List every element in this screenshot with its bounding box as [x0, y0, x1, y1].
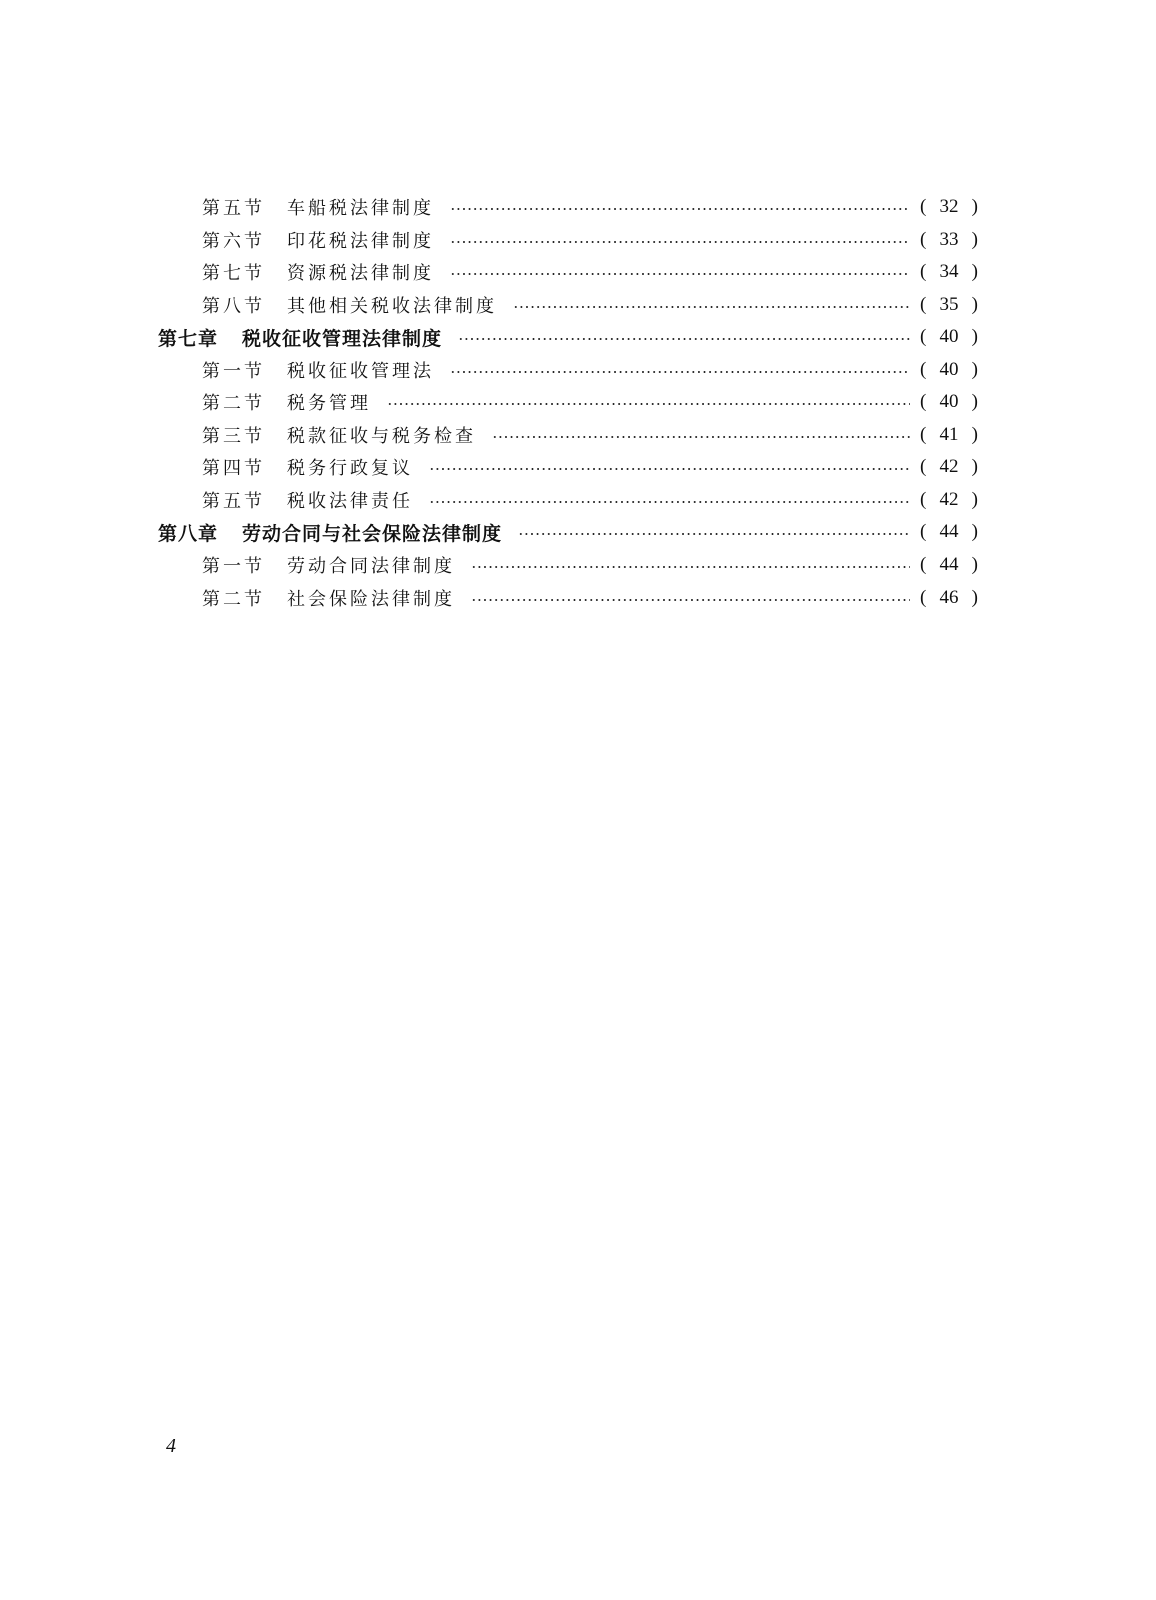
toc-entry-section[interactable] — [202, 256, 978, 288]
entry-page — [920, 456, 978, 478]
paren-close: ) — [971, 359, 978, 380]
entry-number: 第二节 — [202, 589, 265, 610]
entry-title: 税务管理 — [287, 393, 371, 414]
dot-leader — [471, 566, 910, 568]
paren-close: ) — [971, 521, 978, 542]
page-number: 33 — [939, 229, 959, 250]
entry-number: 第四节 — [202, 458, 265, 479]
entry-page — [920, 521, 978, 543]
entry-title: 劳动合同法律制度 — [287, 556, 455, 577]
entry-number: 第三节 — [202, 426, 265, 447]
paren-open: ( — [920, 196, 927, 217]
dot-leader — [518, 533, 910, 535]
entry-title: 税款征收与税务检查 — [287, 426, 476, 447]
entry-title: 其他相关税收法律制度 — [287, 296, 497, 317]
paren-close: ) — [971, 261, 978, 282]
toc-entry-section[interactable] — [202, 224, 978, 256]
dot-leader — [513, 306, 910, 308]
dot-leader — [450, 371, 910, 373]
dot-leader — [429, 468, 910, 470]
toc-entry-section[interactable] — [202, 451, 978, 483]
page-number: 40 — [939, 326, 959, 347]
dot-leader — [429, 501, 910, 503]
page-number: 42 — [939, 489, 959, 510]
paren-close: ) — [971, 587, 978, 608]
toc-entry-chapter[interactable] — [158, 516, 978, 548]
entry-page — [920, 424, 978, 446]
entry-page — [920, 326, 978, 348]
paren-close: ) — [971, 489, 978, 510]
paren-open: ( — [920, 294, 927, 315]
entry-page — [920, 229, 978, 251]
paren-close: ) — [971, 456, 978, 477]
paren-open: ( — [920, 359, 927, 380]
page-number: 42 — [939, 456, 959, 477]
dot-leader — [471, 599, 910, 601]
paren-open: ( — [920, 424, 927, 445]
entry-page — [920, 489, 978, 511]
paren-close: ) — [971, 554, 978, 575]
toc-entry-section[interactable] — [202, 289, 978, 321]
paren-open: ( — [920, 229, 927, 250]
entry-number: 第六节 — [202, 231, 265, 252]
toc-entry-section[interactable] — [202, 419, 978, 451]
page-number: 35 — [939, 294, 959, 315]
entry-number: 第一节 — [202, 556, 265, 577]
dot-leader — [458, 338, 910, 340]
entry-number: 第七章 — [158, 327, 219, 350]
entry-title: 税收法律责任 — [287, 491, 413, 512]
dot-leader — [387, 403, 910, 405]
entry-title: 社会保险法律制度 — [287, 589, 455, 610]
toc-entry-section[interactable] — [202, 386, 978, 418]
paren-open: ( — [920, 456, 927, 477]
entry-page — [920, 359, 978, 381]
paren-close: ) — [971, 391, 978, 412]
paren-open: ( — [920, 521, 927, 542]
entry-title: 税收征收管理法律制度 — [242, 327, 443, 350]
page-number: 40 — [939, 391, 959, 412]
page-number: 46 — [939, 587, 959, 608]
entry-title: 税收征收管理法 — [287, 361, 434, 382]
entry-number: 第八章 — [158, 522, 219, 545]
entry-page — [920, 196, 978, 218]
entry-number: 第五节 — [202, 491, 265, 512]
page-number: 41 — [939, 424, 959, 445]
entry-title: 印花税法律制度 — [287, 231, 434, 252]
paren-close: ) — [971, 229, 978, 250]
page-number: 44 — [939, 554, 959, 575]
entry-number: 第一节 — [202, 361, 265, 382]
entry-page — [920, 261, 978, 283]
dot-leader — [450, 273, 910, 275]
toc-entry-section[interactable] — [202, 582, 978, 614]
paren-close: ) — [971, 294, 978, 315]
paren-open: ( — [920, 261, 927, 282]
entry-title: 资源税法律制度 — [287, 263, 434, 284]
entry-page — [920, 294, 978, 316]
page-folio: 4 — [166, 1435, 176, 1457]
entry-page — [920, 391, 978, 413]
toc-entry-section[interactable] — [202, 484, 978, 516]
toc-entry-chapter[interactable] — [158, 321, 978, 353]
toc-entry-section[interactable] — [202, 354, 978, 386]
paren-open: ( — [920, 489, 927, 510]
paren-close: ) — [971, 326, 978, 347]
entry-title: 车船税法律制度 — [287, 198, 434, 219]
entry-number: 第八节 — [202, 296, 265, 317]
entry-title: 税务行政复议 — [287, 458, 413, 479]
paren-open: ( — [920, 587, 927, 608]
paren-open: ( — [920, 391, 927, 412]
page-number: 32 — [939, 196, 959, 217]
page-number: 44 — [939, 521, 959, 542]
entry-page — [920, 587, 978, 609]
dot-leader — [450, 208, 910, 210]
page-number: 34 — [939, 261, 959, 282]
entry-number: 第七节 — [202, 263, 265, 284]
entry-number: 第五节 — [202, 198, 265, 219]
dot-leader — [492, 436, 910, 438]
paren-close: ) — [971, 424, 978, 445]
dot-leader — [450, 241, 910, 243]
entry-title: 劳动合同与社会保险法律制度 — [242, 522, 503, 545]
paren-close: ) — [971, 196, 978, 217]
paren-open: ( — [920, 554, 927, 575]
entry-number: 第二节 — [202, 393, 265, 414]
toc-entry-section[interactable] — [202, 191, 978, 223]
toc-entry-section[interactable] — [202, 549, 978, 581]
entry-page — [920, 554, 978, 576]
page-number: 40 — [939, 359, 959, 380]
paren-open: ( — [920, 326, 927, 347]
